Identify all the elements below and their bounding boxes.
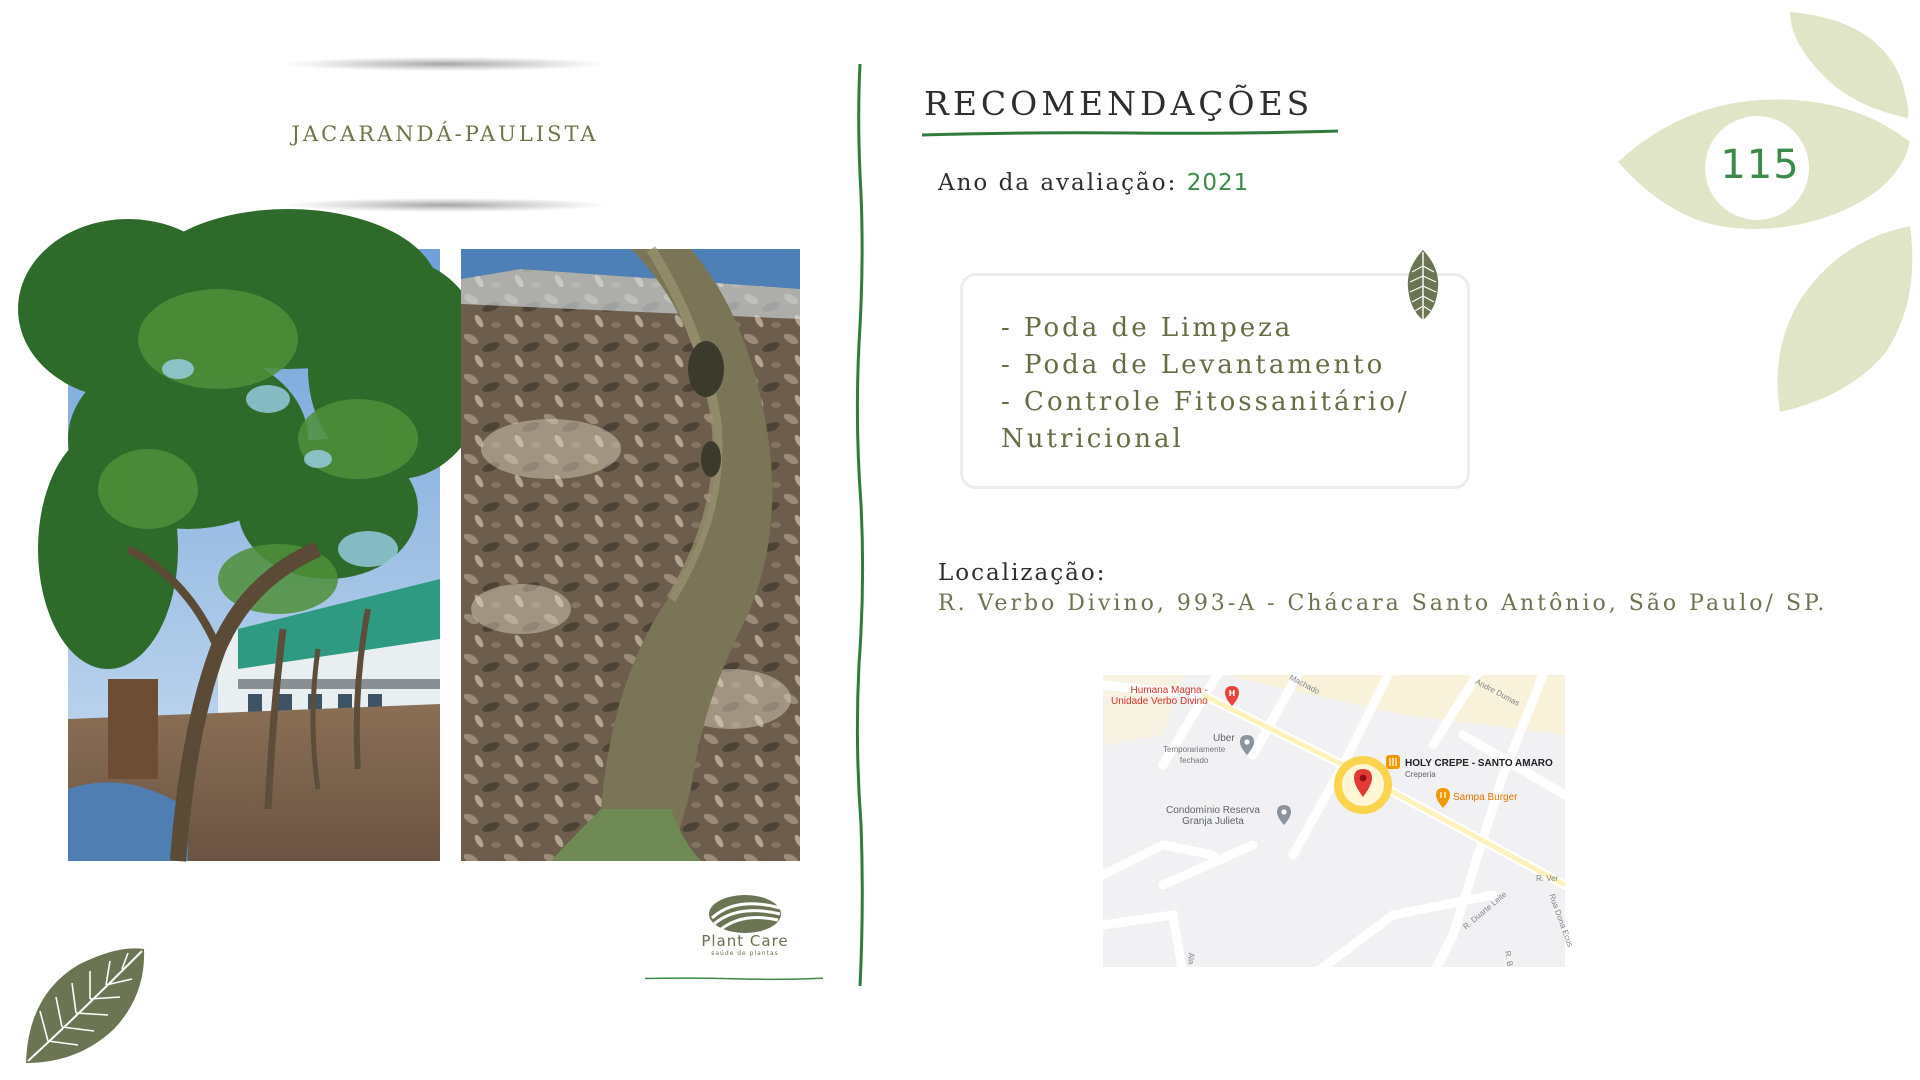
- uber-pin-icon[interactable]: [1240, 735, 1254, 755]
- svg-text:H: H: [1228, 689, 1236, 698]
- recommendations-list: [1001, 310, 1441, 458]
- plant-care-logo: [690, 892, 800, 972]
- leaf-decoration-top-right: [1610, 0, 1920, 420]
- map-poi-sampa-burger[interactable]: Sampa Burger: [1453, 792, 1518, 803]
- trunk-photo-illustration: [461, 249, 800, 861]
- recommendation-item: - Controle Fitossanitário/ Nutricional: [1001, 387, 1410, 454]
- road-label-ala: Ala: [1186, 952, 1196, 965]
- location-pin-icon[interactable]: [1333, 755, 1393, 815]
- evaluation-year-row: [938, 170, 1249, 196]
- species-title: JACARANDÁ-PAULISTA: [291, 122, 599, 146]
- canopy-photo: [68, 249, 440, 861]
- recommendation-item: - Poda de Limpeza: [1001, 313, 1294, 343]
- canopy-photo-illustration: [68, 249, 440, 861]
- evaluation-year-value: 2021: [1186, 170, 1250, 196]
- road-label-duarte-leite: R. Duarte Leite: [1461, 889, 1509, 932]
- map-poi-humana[interactable]: Humana Magna - Unidade Verbo Divino: [1111, 685, 1208, 707]
- location-label: Localização:: [938, 560, 1107, 586]
- map-poi-holy-crepe-type: Creperia: [1405, 770, 1436, 779]
- title-shadow-top: [285, 57, 605, 71]
- road-label-dona-ecus: Rua Dona Ecus: [1547, 892, 1575, 949]
- road-label-andre-dumas: Andre Dumas: [1473, 677, 1522, 708]
- hospital-pin-icon[interactable]: [1225, 686, 1239, 706]
- recommendations-title: RECOMENDAÇÕES: [924, 84, 1314, 123]
- leaf-bottom-left-icon: [18, 945, 150, 1067]
- trunk-photo: [461, 249, 800, 861]
- map-poi-holy-crepe[interactable]: HOLY CREPE - SANTO AMARO: [1405, 758, 1553, 769]
- map-poi-condominio[interactable]: Condomínio Reserva Granja Julieta: [1166, 805, 1260, 827]
- title-shadow-bottom: [285, 198, 605, 212]
- recommendations-box: [960, 273, 1470, 489]
- location-address: R. Verbo Divino, 993-A - Chácara Santo Antônio, São Paulo/ SP.: [938, 591, 1828, 616]
- map-poi-uber[interactable]: Uber: [1213, 733, 1235, 744]
- recommendations-underline: [922, 128, 1338, 138]
- logo-name: Plant Care: [701, 932, 789, 950]
- location-map[interactable]: [1103, 672, 1575, 967]
- logo-underline: [645, 977, 823, 980]
- recommendation-item: - Poda de Levantamento: [1001, 350, 1386, 380]
- vertical-divider: [852, 64, 868, 986]
- road-label-machado: Machado: [1287, 672, 1322, 697]
- road-label-r-ver: R. Ver: [1536, 874, 1559, 883]
- leaf-icon: [1404, 248, 1442, 322]
- road-label-r-b: R. B: [1502, 950, 1515, 967]
- plant-care-logo-icon: [706, 892, 784, 934]
- burger-pin-icon[interactable]: [1436, 788, 1450, 808]
- logo-tagline: saúde de plantas: [711, 950, 779, 957]
- evaluation-year-label: Ano da avaliação:: [938, 170, 1178, 196]
- page-number: 115: [1720, 142, 1800, 188]
- map-poi-uber-status: Temporariamente fechado: [1163, 745, 1226, 765]
- condominio-pin-icon[interactable]: [1277, 805, 1291, 825]
